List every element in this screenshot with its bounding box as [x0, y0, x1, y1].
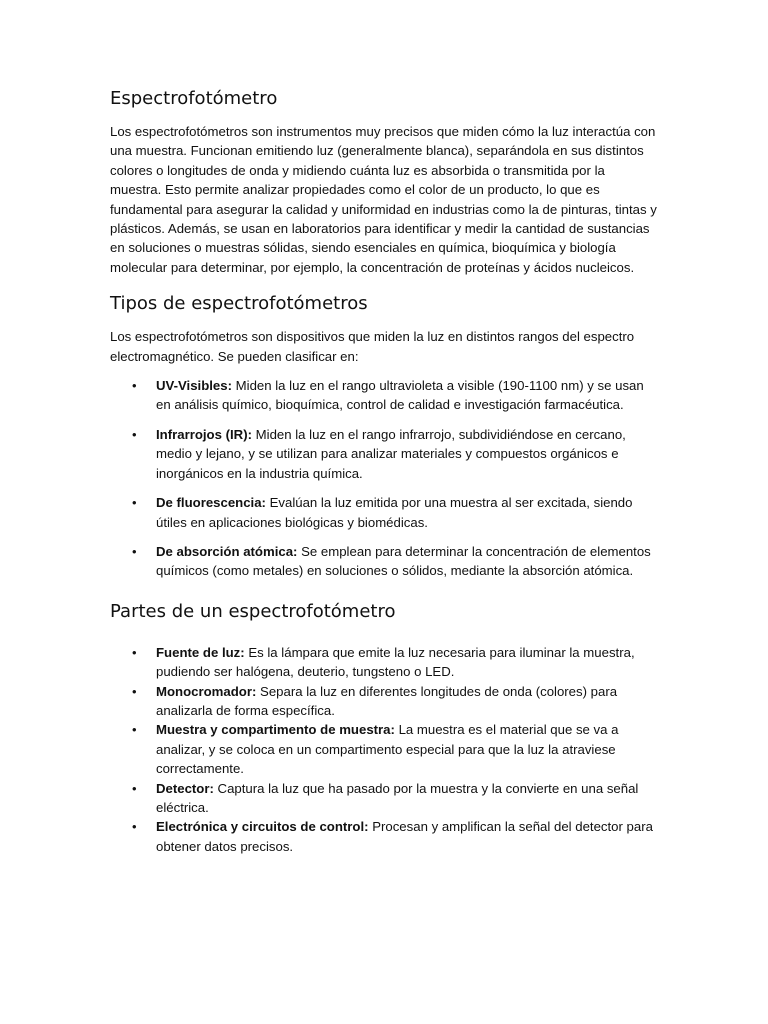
bullet-icon: • — [132, 495, 137, 511]
parts-list — [110, 643, 658, 856]
list-item — [110, 376, 658, 415]
item-text: Procesan y amplifican la señal del detector para obtener datos precisos. — [156, 819, 653, 854]
item-text: Miden la luz en el rango ultravioleta a visible (190-1100 nm) y se usan en análisis químico, bioquímica, control de calidad e investigación farmacéutica. — [156, 378, 644, 413]
item-term: Detector: — [156, 780, 214, 796]
types-heading: Tipos de espectrofotómetros — [110, 293, 368, 315]
item-text: La muestra es el material que se va a analizar, y se coloca en un compartimento especial para que la luz la atraviese correctamente. — [156, 722, 619, 777]
bullet-icon: • — [132, 426, 137, 442]
list-item — [110, 817, 658, 856]
list-item — [110, 643, 658, 682]
item-text: Se emplean para determinar la concentración de elementos químicos (como metales) en soluciones o sólidos, mediante la absorción atómica. — [156, 543, 651, 579]
list-item — [110, 779, 658, 818]
list-item — [110, 425, 658, 483]
item-text: Captura la luz que ha pasado por la muestra y la convierte en una señal eléctrica. — [156, 780, 639, 815]
bullet-icon: • — [132, 780, 137, 796]
list-item — [110, 720, 658, 778]
list-item — [110, 493, 658, 532]
item-term: Fuente de luz: — [156, 644, 245, 660]
item-term: De fluorescencia: — [156, 495, 266, 511]
intro-paragraph: Los espectrofotómetros son instrumentos muy precisos que miden cómo la luz interactúa con una muestra. Funcionan emitiendo luz (generalmente blanca), separándola en sus distintos colores o longitudes de onda y midiendo cuánta luz es absorbida o transmitida por la muestra. Esto permite analizar propiedades como el color de un producto, lo que es fundamental para asegurar la calidad y uniformidad en industrias como la de pinturas, tintas y plásticos. Además, se usan en laboratorios para identificar y medir la cantidad de sustancias en soluciones o muestras sólidas, siendo esenciales en química, bioquímica y biología molecular para determinar, por ejemplo, la concentración de proteínas y ácidos nucleicos. — [110, 124, 657, 275]
document-title: Espectrofotómetro — [110, 88, 278, 109]
bullet-icon: • — [132, 644, 137, 660]
bullet-icon: • — [132, 722, 137, 738]
document-page — [110, 84, 658, 856]
types-list — [110, 376, 658, 581]
item-term: Muestra y compartimento de muestra: — [156, 722, 395, 738]
list-item — [110, 682, 658, 721]
item-text: Es la lámpara que emite la luz necesaria para iluminar la muestra, pudiendo ser halógena, deuterio, tungsteno o LED. — [156, 644, 635, 680]
bullet-icon: • — [132, 543, 137, 559]
item-term: UV-Visibles: — [156, 378, 232, 394]
bullet-icon: • — [132, 819, 137, 835]
item-term: Monocromador: — [156, 683, 257, 699]
bullet-icon: • — [132, 378, 137, 394]
item-term: Infrarrojos (IR): — [156, 426, 252, 442]
parts-heading: Partes de un espectrofotómetro — [110, 600, 396, 622]
item-text: Miden la luz en el rango infrarrojo, subdividiéndose en cercano, medio y lejano, y se utilizan para analizar materiales y compuestos orgánicos e inorgánicos en la industria química. — [156, 426, 626, 481]
item-term: De absorción atómica: — [156, 543, 298, 559]
item-text: Separa la luz en diferentes longitudes de onda (colores) para analizarla de forma específica. — [156, 683, 618, 718]
list-item — [110, 542, 658, 581]
types-intro-paragraph: Los espectrofotómetros son dispositivos que miden la luz en distintos rangos del espectro electromagnético. Se pueden clasificar en: — [110, 329, 635, 364]
bullet-icon: • — [132, 683, 137, 699]
item-text: Evalúan la luz emitida por una muestra al ser excitada, siendo útiles en aplicaciones biológicas y biomédicas. — [156, 495, 633, 530]
item-term: Electrónica y circuitos de control: — [156, 819, 369, 835]
